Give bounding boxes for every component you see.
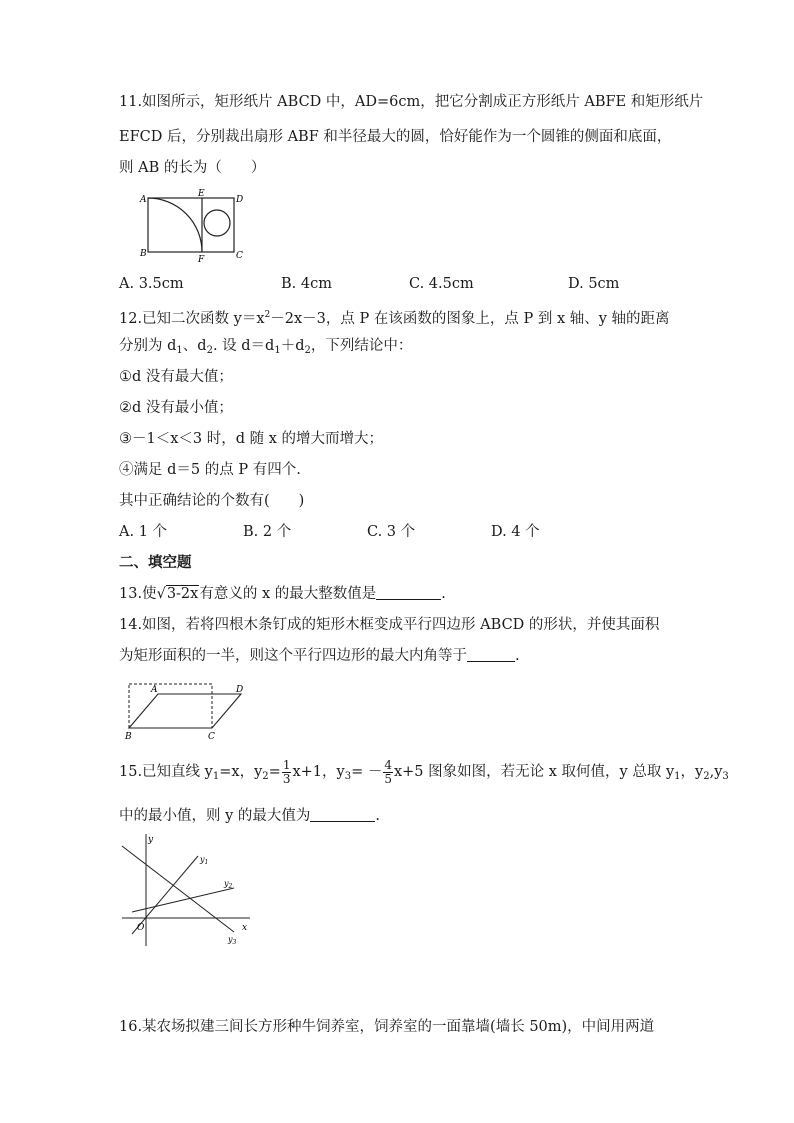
q16-line-1: 16.某农场拟建三间长方形种牛饲养室，饲养室的一面靠墙(墙长 50m)，中间用两道 xyxy=(119,1019,655,1035)
q15-graph xyxy=(118,830,258,950)
q15-fraction-2: $\frac{4}{5}$ xyxy=(384,757,392,786)
q15-axis-x-label: x xyxy=(242,923,248,933)
q12-line-1: 12.已知二次函数 $y=x^2-2x-3$，点 P 在该函数的图象上，点 P 到 x 轴、y 轴的距离 xyxy=(119,310,670,327)
q15-y1-label: $y_1$ xyxy=(200,855,209,866)
q15-line-1: 15.已知直线 $y_1=x$，$y_2=$ $\frac{1}{3}$ x+1，$y_3=$ － $\frac{4}{5}$ x+5 图象如图，若无论 x 取何值，y 总取 $y_1$，$y_2,y_3$ xyxy=(119,757,729,786)
q11-line-3: 则 AB 的长为（ ） xyxy=(119,160,266,176)
q11-option-a: A. 3.5cm xyxy=(119,276,184,292)
q12-statement-4: ④满足 d＝5 的点 P 有四个. xyxy=(119,462,301,478)
q11-label-d: D xyxy=(236,195,244,205)
q13-answer-blank xyxy=(376,585,441,600)
q11-line-2: EFCD 后，分别裁出扇形 ABF 和半径最大的圆，恰好能作为一个圆锥的侧面和底面， xyxy=(119,129,672,145)
q12-statement-1: ①d 没有最大值； xyxy=(119,369,233,385)
q15-y3-label: $y_3$ xyxy=(228,935,237,946)
q11-figure xyxy=(136,188,246,263)
q14-label-b: B xyxy=(125,732,132,742)
q11-label-f: F xyxy=(198,255,205,263)
q12-option-d: D. 4 个 xyxy=(491,524,540,540)
q15-y2-label: $y_2$ xyxy=(224,879,233,890)
q14-answer-blank xyxy=(467,647,515,662)
q14-label-d: D xyxy=(236,685,244,695)
q11-label-e: E xyxy=(198,189,205,199)
q11-label-b: B xyxy=(140,249,147,259)
q12-question: 其中正确结论的个数有( ) xyxy=(119,493,305,509)
section-title-fill-blank: 二、填空题 xyxy=(119,554,192,571)
q12-line-2: 分别为 $d_1$、$d_2$. 设 $d=d_1+d_2$，下列结论中： xyxy=(119,338,413,356)
q13-line: 13.使√3-2x有意义的 x 的最大整数值是 . xyxy=(119,586,446,602)
q15-axis-y-label: y xyxy=(148,835,154,845)
q12-option-b: B. 2 个 xyxy=(243,524,292,540)
q12-statement-3: ③－1＜x＜3 时，d 随 x 的增大而增大； xyxy=(119,431,384,447)
q14-label-a: A xyxy=(151,685,158,695)
q15-origin-label: O xyxy=(137,923,145,933)
q12-option-c: C. 3 个 xyxy=(367,524,416,540)
q12-option-a: A. 1 个 xyxy=(119,524,168,540)
q14-line-1: 14.如图，若将四根木条钉成的矩形木框变成平行四边形 ABCD 的形状，并使其面积 xyxy=(119,617,660,633)
q11-option-b: B. 4cm xyxy=(281,276,332,292)
q11-label-c: C xyxy=(236,251,243,261)
q14-figure xyxy=(122,678,252,742)
q11-option-c: C. 4.5cm xyxy=(409,276,474,292)
q15-line-2: 中的最小值，则 y 的最大值为 . xyxy=(119,808,381,824)
q15-fraction-1: $\frac{1}{3}$ xyxy=(282,757,291,786)
q15-answer-blank xyxy=(310,807,375,822)
sqrt-sign-icon: √ xyxy=(156,586,166,602)
q14-label-c: C xyxy=(208,732,215,742)
q12-statement-2: ②d 没有最小值； xyxy=(119,400,233,416)
q11-line-1: 11.如图所示，矩形纸片 ABCD 中，AD=6cm，把它分割成正方形纸片 ABFE 和矩形纸片 xyxy=(119,94,704,110)
q11-label-a: A xyxy=(140,195,147,205)
q11-option-d: D. 5cm xyxy=(568,276,620,292)
q14-line-2: 为矩形面积的一半，则这个平行四边形的最大内角等于 . xyxy=(119,648,520,664)
